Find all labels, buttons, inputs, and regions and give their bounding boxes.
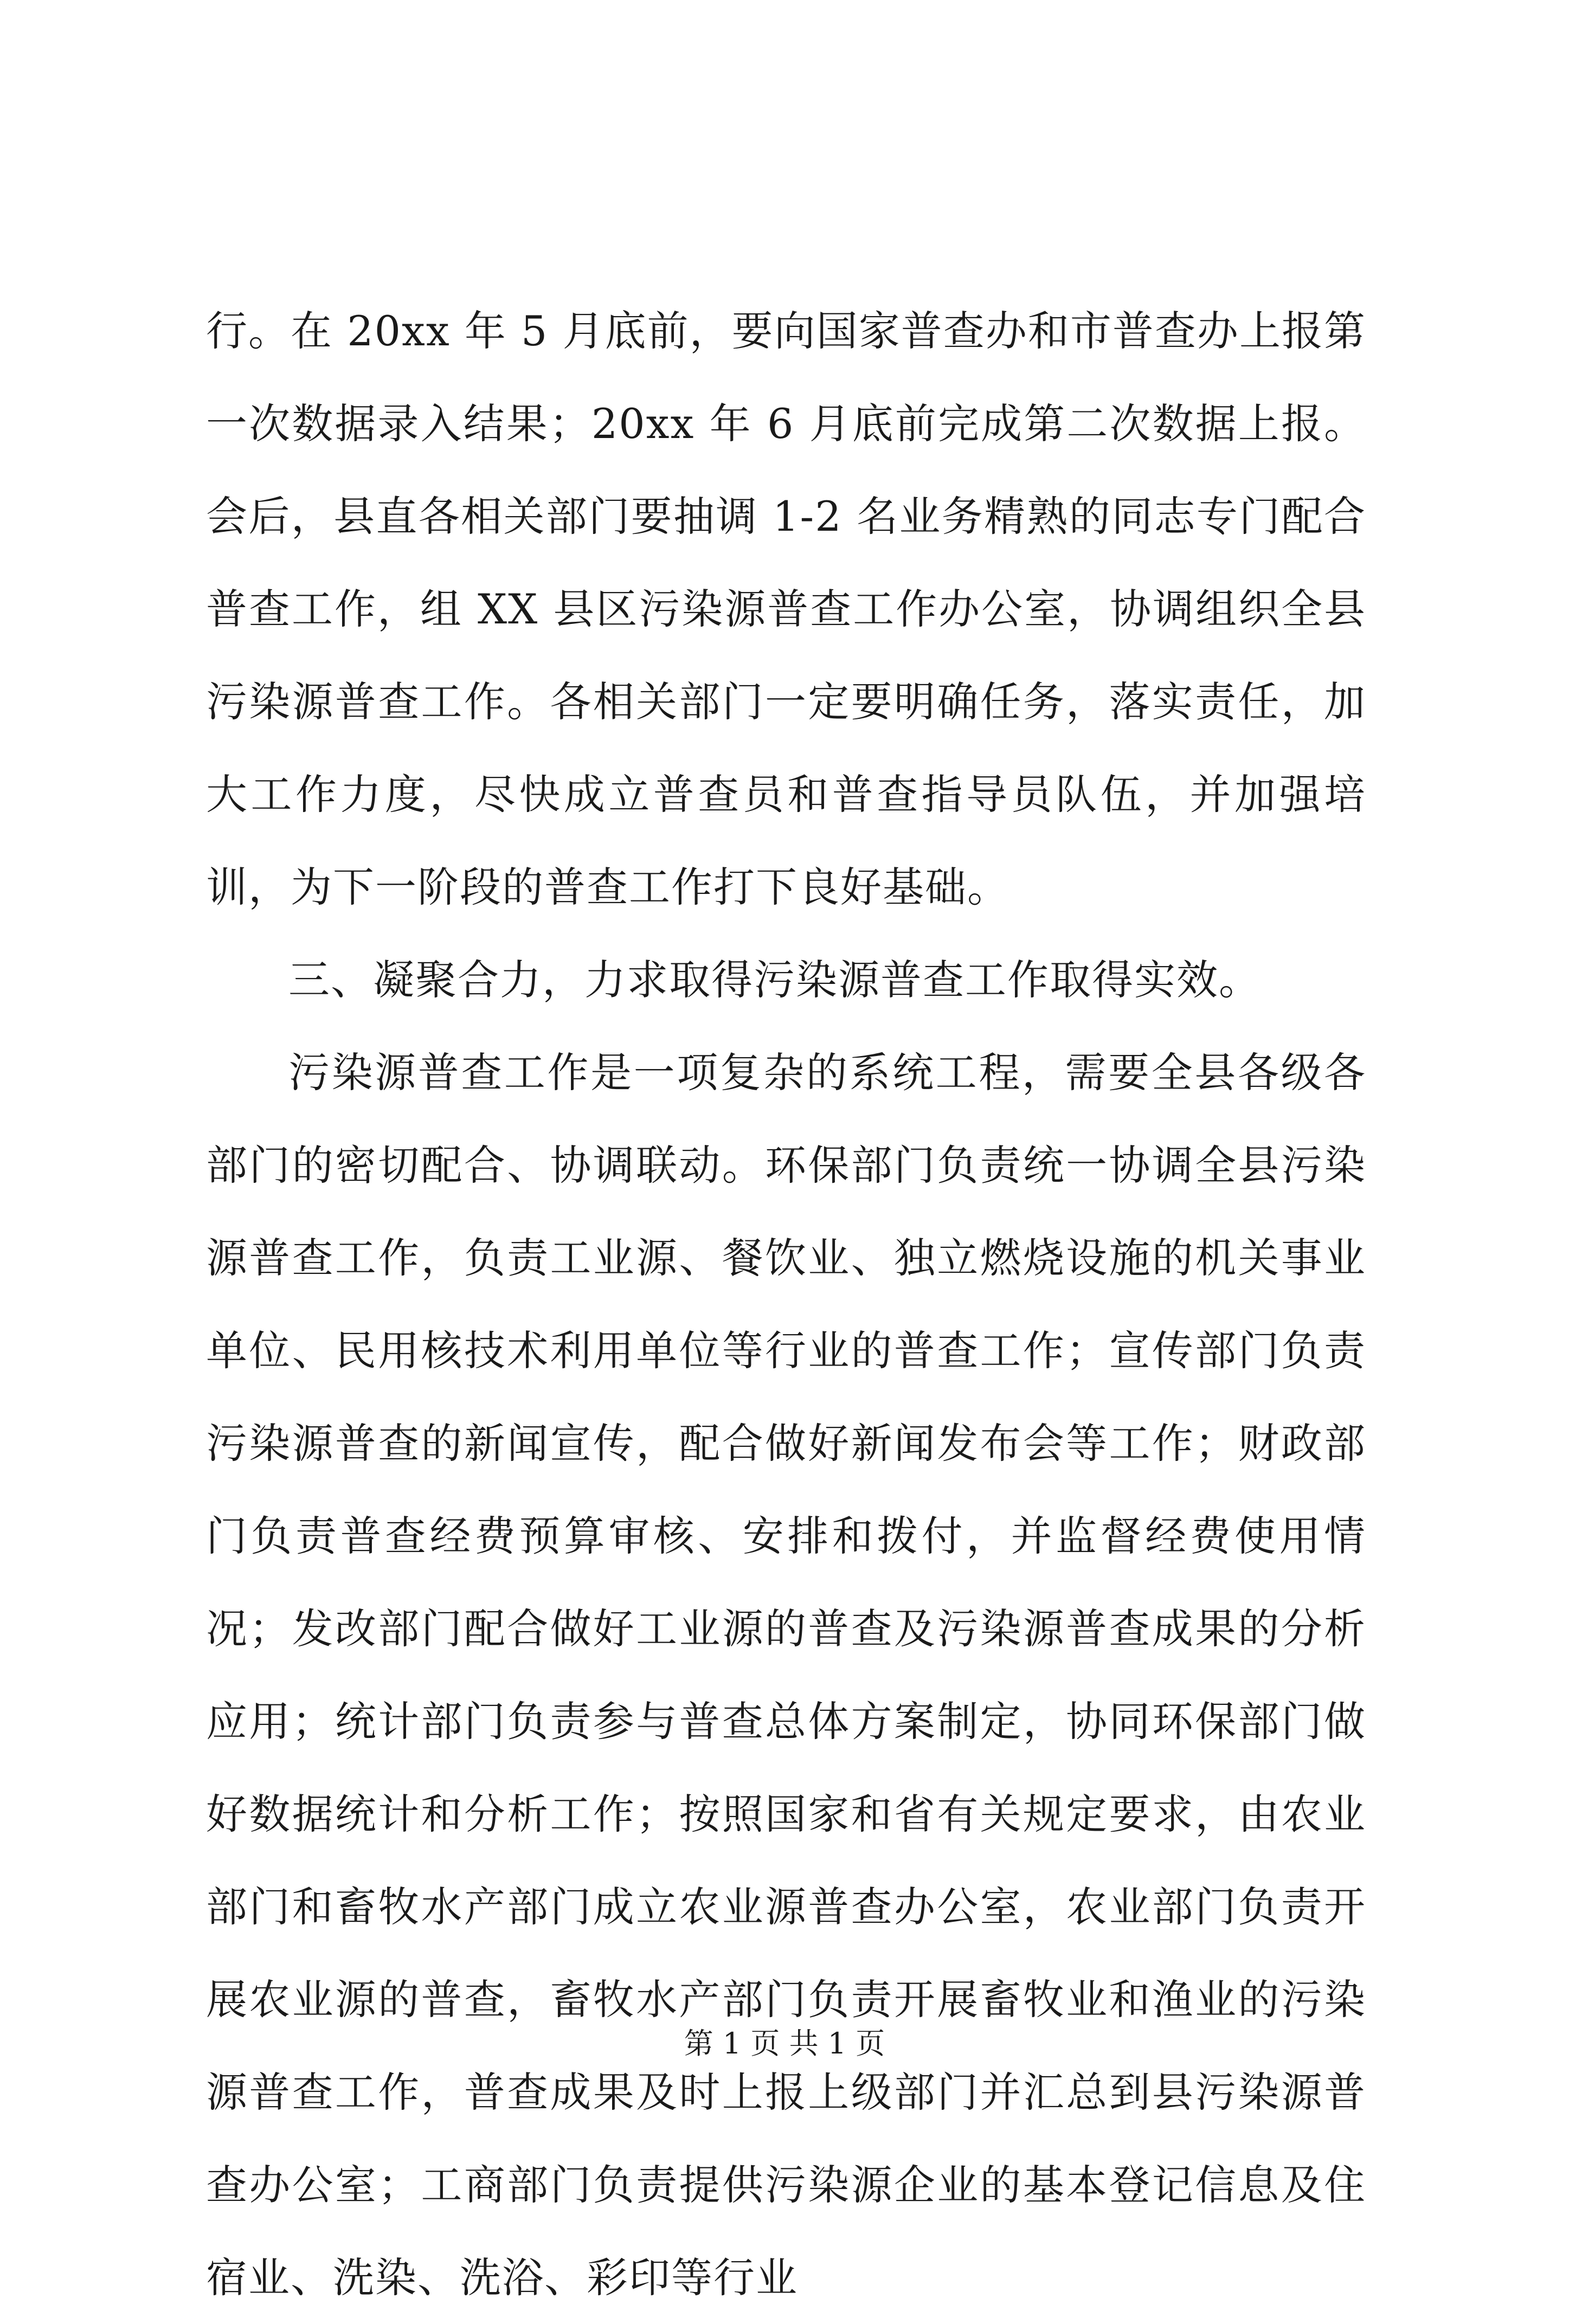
section-heading-three: 三、凝聚合力，力求取得污染源普查工作取得实效。 <box>288 956 1261 1004</box>
paragraph-department-duties: 污染源普查工作是一项复杂的系统工程，需要全县各级各部门的密切配合、协调联动。环保部门负责统一协调全县污染源普查工作，负责工业源、餐饮业、独立燃烧设施的机关事业单位、民用核技术利用单位等行业的普查工作；宣传部门负责污染源普查的新闻宣传，配合做好新闻发布会等工作；财政部门负责普查经费预算审核、安排和拨付，并监督经费使用情况；发改部门配合做好工业源的普查及污染源普查成果的分析应用；统计部门负责参与普查总体方案制定，协同环保部门做好数据统计和分析工作；按照国家和省有关规定要求，由农业部门和畜牧水产部门成立农业源普查办公室，农业部门负责开展农业源的普查，畜牧水产部门负责开展畜牧业和渔业的污染源普查工作，普查成果及时上报上级部门并汇总到县污染源普查办公室；工商部门负责提供污染源企业的基本登记信息及住宿业、洗染、洗浴、彩印等行业 <box>206 1048 1366 2302</box>
paragraph-continuation: 行。在 20xx 年 5 月底前，要向国家普查办和市普查办上报第一次数据录入结果；20xx 年 6 月底前完成第二次数据上报。会后，县直各相关部门要抽调 1-2 名业务精熟的同志专门配合普查工作，组 XX 县区污染源普查工作办公室，协调组织全县污染源普查工作。各相关部门一定要明确任务，落实责任，加大工作力度，尽快成立普查员和普查指导员队伍，并加强培训，为下一阶段的普查工作打下良好基础。 <box>206 307 1366 911</box>
document-body <box>206 285 1366 2324</box>
page-footer: 第 1 页 共 1 页 <box>684 2026 885 2061</box>
